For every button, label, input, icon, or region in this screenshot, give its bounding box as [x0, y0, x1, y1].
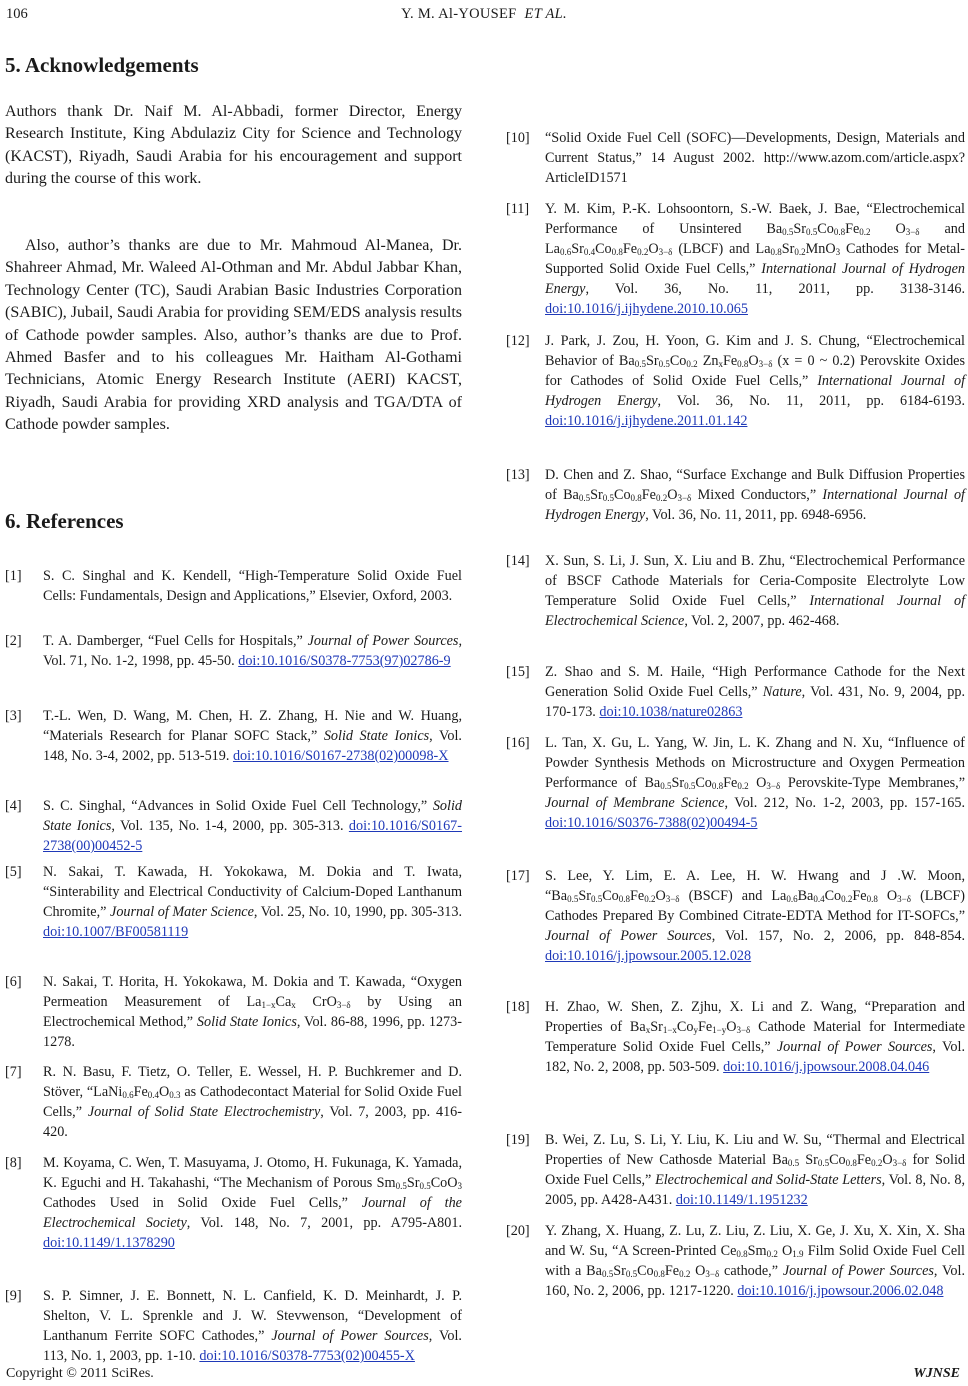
reference-number: [18]: [506, 999, 530, 1015]
reference-number: [1]: [5, 568, 22, 584]
reference-number: [9]: [5, 1288, 22, 1304]
reference-number: [10]: [506, 130, 530, 146]
reference-text: R. N. Basu, F. Tietz, O. Teller, E. Wessel, H. P. Buchkremer and D. Stöver, “$LaNi_{0.6}Fe_{0.4}O_{0.3}$ as Cathodecontact Material for Solid Oxide Fuel Cells,” Journal of Solid State Electrochemistry, Vol. 7, 2003, pp. 416-420.: [43, 1064, 463, 1140]
reference-number: [4]: [5, 798, 22, 814]
doi-link[interactable]: doi:10.1016/S0378-7753(02)00455-X: [199, 1348, 415, 1364]
doi-link[interactable]: doi:10.1149/1.1951232: [675, 1192, 808, 1208]
reference-text: D. Chen and Z. Shao, “Surface Exchange and Bulk Diffusion Properties of $Ba_{0.5}Sr_{0.5}Co_{0.8}Fe_{0.2}O_{3-\delta}$ Mixed Conductors,” International Journal of Hydrogen Energy, Vol. 36, No. 11, 2011, pp. 6948-6956.: [545, 467, 965, 523]
reference-text: H. Zhao, W. Shen, Z. Zjhu, X. Li and Z. Wang, “Preparation and Properties of $Ba_xSr_{1-x}Co_yFe_{1-y}O_{3-\delta}$ Cathode Material for Intermediate Temperature Solid Oxide Fuel Cells,” Journal of Power Sources, Vol. 182, No. 2, 2008, pp. 503-509. doi:10.1016/j.jpowsour.2008.04.046: [545, 999, 965, 1075]
references-heading: 6. References: [5, 509, 124, 533]
reference-number: [16]: [506, 735, 530, 751]
reference-number: [11]: [506, 201, 530, 217]
doi-link[interactable]: doi:10.1016/j.ijhydene.2010.10.065: [545, 301, 748, 317]
reference-text: Y. M. Kim, P.-K. Lohsoontorn, S.-W. Baek, J. Bae, “Electrochemical Performance of Unsintered $Ba_{0.5}Sr_{0.5}Co_{0.8}Fe_{0.2}$ $O_{3-\delta}$ and $La_{0.6}Sr_{0.4}Co_{0.8}Fe_{0.2}O_{3-\delta}$ (LBCF) and $La_{0.8}Sr_{0.2}MnO_3$ Cathodes for Metal-Supported Solid Oxide Fuel Cells,” International Journal of Hydrogen Energy, Vol. 36, No. 11, 2011, pp. 3138-3146. doi:10.1016/j.ijhydene.2010.10.065: [545, 201, 965, 317]
doi-link[interactable]: doi:10.1016/S0378-7753(97)02786-9: [238, 653, 451, 669]
doi-link[interactable]: doi:10.1016/j.jpowsour.2006.02.048: [737, 1283, 944, 1299]
reference-number: [8]: [5, 1155, 22, 1171]
reference-text: J. Park, J. Zou, H. Yoon, G. Kim and J. S. Chung, “Electrochemical Behavior of $Ba_{0.5}Sr_{0.5}Co_{0.2}$ $Zn_xFe_{0.8}O_{3-\delta}$ (x = 0 ~ 0.2) Perovskite Oxides for Cathodes of Solid Oxide Fuel Cells,” International Journal of Hydrogen Energy, Vol. 36, No. 11, 2011, pp. 6184-6193. doi:10.1016/j.ijhydene.2011.01.142: [545, 333, 966, 429]
acknowledgements-heading: 5. Acknowledgements: [5, 53, 199, 77]
reference-text: L. Tan, X. Gu, L. Yang, W. Jin, L. K. Zhang and N. Xu, “Influence of Powder Synthesis Methods on Microstructure and Oxygen Permeation Performance of $Ba_{0.5}Sr_{0.5}Co_{0.8}Fe_{0.2}$ $O_{3-\delta}$ Perovskite-Type Membranes,” Journal of Membrane Science, Vol. 212, No. 1-2, 2003, pp. 157-165. doi:10.1016/S0376-7388(02)00494-5: [545, 735, 966, 831]
reference-number: [14]: [506, 553, 530, 569]
doi-link[interactable]: doi:10.1007/BF00581119: [43, 924, 189, 940]
doi-link[interactable]: doi:10.1016/j.ijhydene.2011.01.142: [545, 413, 748, 429]
doi-link[interactable]: doi:10.1038/nature02863: [599, 704, 743, 720]
reference-text: S. Lee, Y. Lim, E. A. Lee, H. W. Hwang and J .W. Moon, “$Ba_{0.5}Sr_{0.5}Co_{0.8}Fe_{0.2}O_{3-\delta}$ (BSCF) and $La_{0.6}Ba_{0.4}Co_{0.2}Fe_{0.8}$ $O_{3-\delta}$ (LBCF) Cathodes Prepared By Combined Citrate-EDTA Method for IT-SOFCs,” Journal of Power Sources, Vol. 157, No. 2, 2006, pp. 848-854. doi:10.1016/j.jpowsour.2005.12.028: [545, 868, 966, 964]
reference-text: X. Sun, S. Li, J. Sun, X. Liu and B. Zhu, “Electrochemical Performance of BSCF Cathode Materials for Ceria-Composite Electrolyte Low Temperature Solid Oxide Fuel Cells,” International Journal of Electrochemical Science, Vol. 2, 2007, pp. 462-468.: [545, 553, 966, 629]
reference-text: T. A. Damberger, “Fuel Cells for Hospitals,” Journal of Power Sources, Vol. 71, No. 1-2, 1998, pp. 45-50. doi:10.1016/S0378-7753(97)02786-9: [43, 633, 462, 669]
doi-link[interactable]: doi:10.1016/S0167-2738(02)00098-X: [232, 748, 449, 764]
reference-text: S. P. Simner, J. E. Bonnett, N. L. Canfield, K. D. Meinhardt, J. P. Shelton, V. L. Sprenkle and J. W. Stevwenson, “Development of Lanthanum Ferrite SOFC Cathodes,” Journal of Power Sources, Vol. 113, No. 1, 2003, pp. 1-10. doi:10.1016/S0378-7753(02)00455-X: [43, 1288, 462, 1364]
reference-text: “Solid Oxide Fuel Cell (SOFC)—Developments, Design, Materials and Current Status,” 14 August 2002. http://www.azom.com/article.aspx?ArticleID1571: [545, 130, 965, 186]
reference-number: [12]: [506, 333, 530, 349]
reference-text: Z. Shao and S. M. Haile, “High Performance Cathode for the Next Generation Solid Oxide Fuel Cells,” Nature, Vol. 431, No. 9, 2004, pp. 170-173. doi:10.1038/nature02863: [545, 664, 965, 720]
reference-text: S. C. Singhal and K. Kendell, “High-Temperature Solid Oxide Fuel Cells: Fundamentals, Design and Applications,” Elsevier, Oxford, 2003.: [43, 568, 462, 604]
reference-number: [19]: [506, 1132, 530, 1148]
reference-text: M. Koyama, C. Wen, T. Masuyama, J. Otomo, H. Fukunaga, K. Yamada, K. Eguchi and H. Takahashi, “The Mechanism of Porous $Sm_{0.5}Sr_{0.5}CoO_3$ Cathodes Used in Solid Oxide Fuel Cells,” Journal of the Electrochemical Society, Vol. 148, No. 7, 2001, pp. A795-A801. doi:10.1149/1.1378290: [43, 1155, 462, 1251]
reference-number: [7]: [5, 1064, 22, 1080]
reference-number: [17]: [506, 868, 530, 884]
doi-link[interactable]: doi:10.1016/S0167-2738(00)00452-5: [43, 818, 463, 854]
reference-text: Y. Zhang, X. Huang, Z. Lu, Z. Liu, Z. Liu, X. Ge, J. Xu, X. Xin, X. Sha and W. Su, “A Screen-Printed $Ce_{0.8}Sm_{0.2}$ $O_{1.9}$ Film Solid Oxide Fuel Cell with a $Ba_{0.5}Sr_{0.5}Co_{0.8}Fe_{0.2}$ $O_{3-\delta}$ cathode,” Journal of Power Sources, Vol. 160, No. 2, 2006, pp. 1217-1220. doi:10.1016/j.jpowsour.2006.02.048: [545, 1223, 966, 1299]
header-et-al: ET AL.: [524, 6, 567, 22]
reference-number: [13]: [506, 467, 530, 483]
reference-number: [15]: [506, 664, 530, 680]
acknowledgements-paragraph-1: Authors thank Dr. Naif M. Al-Abbadi, former Director, Energy Research Institute, King Abdulaziz City for Science and Technology (KACST), Riyadh, Saudi Arabia for his encouragement and support during the course of this work.: [5, 103, 462, 188]
acknowledgements-paragraph-2: Also, author’s thanks are due to Mr. Mahmoud Al-Manea, Dr. Shahreer Ahmad, Mr. Waleed Al-Othman and Mr. Abdul Jabbar Khan, Technology Center (TC), Saudi Arabian Basic Industries Corporation (SABIC), Jubail, Saudi Arabia for providing SEM/EDS analysis results of Cathode powder samples. Also, author’s thanks are due to Prof. Ahmed Basfer and to his colleagues Mr. Haitham Al-Gothami Technicians, Atomic Energy Research Institute (AERI) KACST, Riyadh, Saudi Arabia for providing XRD analysis and TGA/DTA of Cathode powder samples.: [5, 237, 462, 434]
reference-number: [5]: [5, 864, 22, 880]
doi-link[interactable]: doi:10.1016/j.jpowsour.2008.04.046: [723, 1059, 930, 1075]
reference-text: S. C. Singhal, “Advances in Solid Oxide Fuel Cell Technology,” Solid State Ionics, Vol. 135, No. 1-4, 2000, pp. 305-313. doi:10.1016/S0167-2738(00)00452-5: [43, 798, 463, 854]
running-header: [0, 6, 968, 23]
reference-number: [6]: [5, 974, 22, 990]
reference-number: [2]: [5, 633, 22, 649]
page-number: 106: [6, 6, 28, 22]
header-authors: Y. M. Al-YOUSEF: [401, 6, 517, 22]
doi-link[interactable]: doi:10.1016/j.jpowsour.2005.12.028: [545, 948, 752, 964]
doi-link[interactable]: doi:10.1016/S0376-7388(02)00494-5: [545, 815, 758, 831]
footer-journal: WJNSE: [913, 1366, 960, 1381]
doi-link[interactable]: doi:10.1149/1.1378290: [43, 1235, 175, 1251]
footer-copyright: Copyright © 2011 SciRes.: [6, 1366, 154, 1381]
reference-text: T.-L. Wen, D. Wang, M. Chen, H. Z. Zhang, H. Nie and W. Huang, “Materials Research for Planar SOFC Stack,” Solid State Ionics, Vol. 148, No. 3-4, 2002, pp. 513-519. doi:10.1016/S0167-2738(02)00098-X: [43, 708, 462, 764]
reference-text: N. Sakai, T. Kawada, H. Yokokawa, M. Dokia and T. Iwata, “Sinterability and Electrical Conductivity of Calcium-Doped Lanthanum Chromite,” Journal of Mater Science, Vol. 25, No. 10, 1990, pp. 305-313. doi:10.1007/BF00581119: [43, 864, 463, 940]
reference-text: B. Wei, Z. Lu, S. Li, Y. Liu, K. Liu and W. Su, “Thermal and Electrical Properties of New Cathosde Material $Ba_{0.5}$ $Sr_{0.5}Co_{0.8}Fe_{0.2}O_{3-\delta}$ for Solid Oxide Fuel Cells,” Electrochemical and Solid-State Letters, Vol. 8, No. 8, 2005, pp. A428-A431. doi:10.1149/1.1951232: [545, 1132, 965, 1208]
reference-number: [3]: [5, 708, 22, 724]
reference-text: N. Sakai, T. Horita, H. Yokokawa, M. Dokia and T. Kawada, “Oxygen Permeation Measurement of $La_{1-x}Ca_x$ CrO$_{3-\delta}$ by Using an Electrochemical Method,” Solid State Ionics, Vol. 86-88, 1996, pp. 1273-1278.: [43, 974, 463, 1050]
reference-number: [20]: [506, 1223, 530, 1239]
